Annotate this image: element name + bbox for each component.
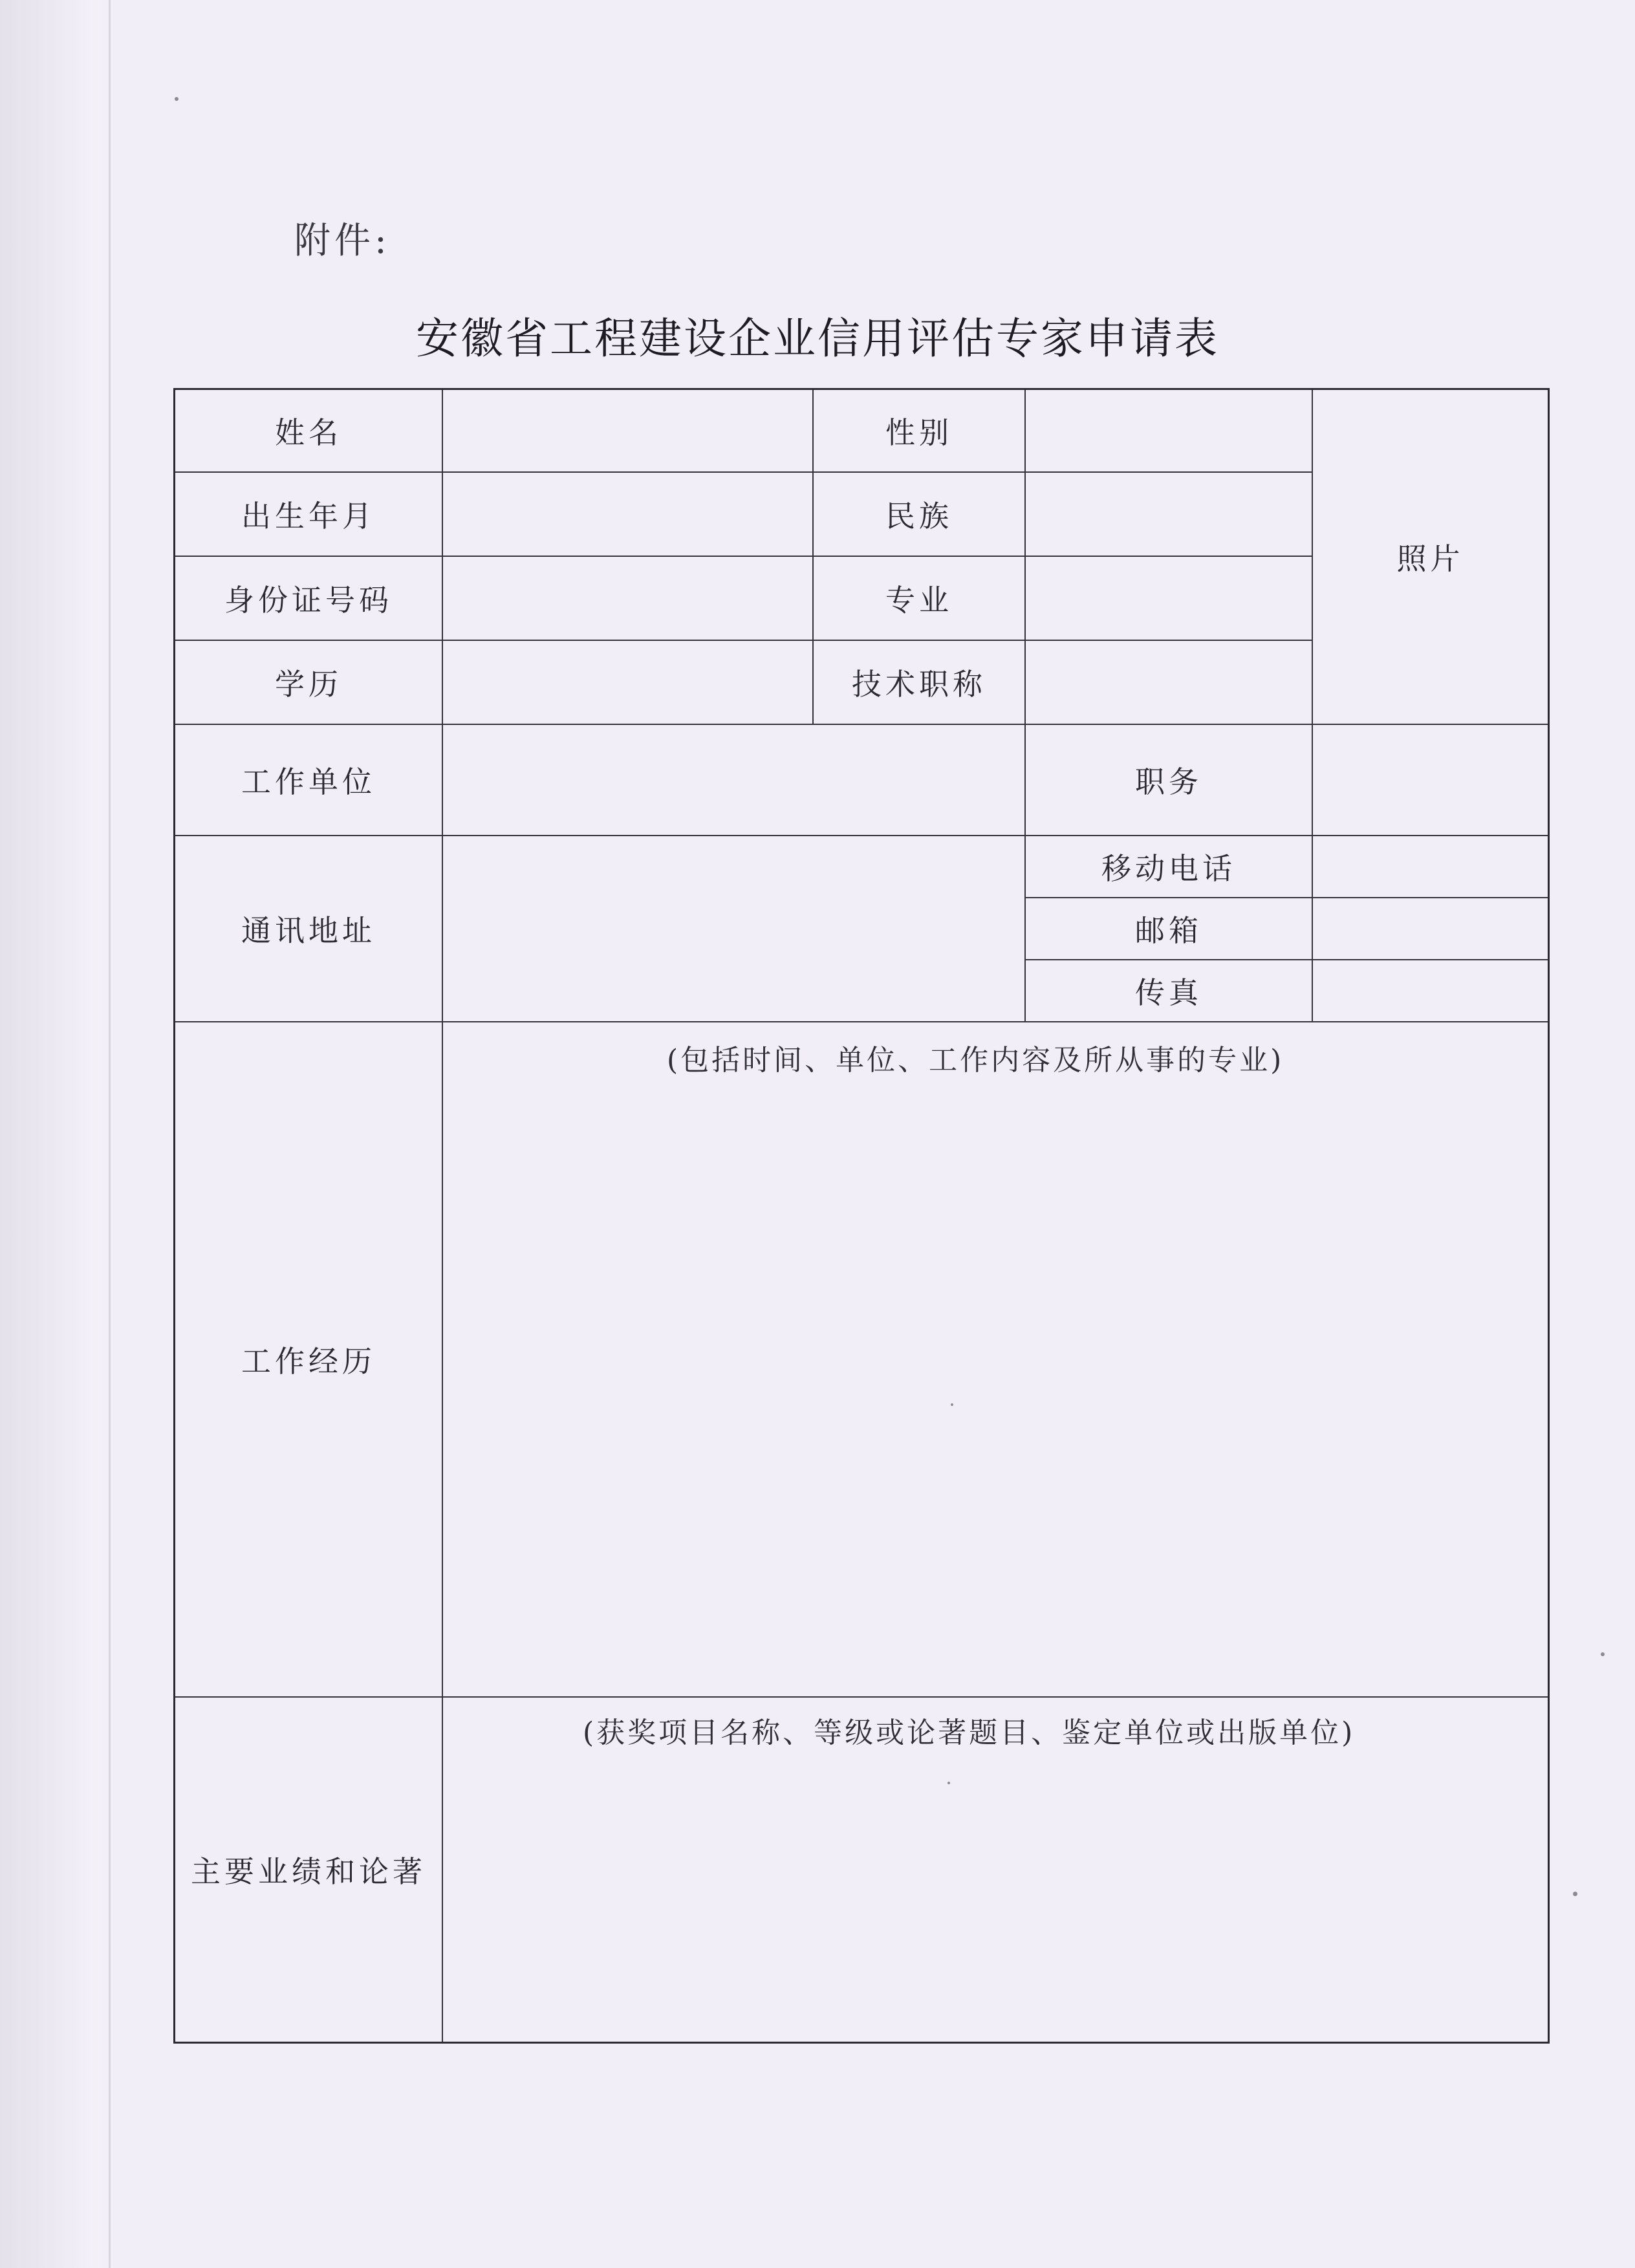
fax-field[interactable]	[1313, 960, 1548, 1021]
attachment-label: 附件:	[294, 220, 391, 262]
birth-date-label: 出生年月	[241, 499, 376, 534]
work-history-field[interactable]	[443, 1022, 1548, 1696]
birth-date-field[interactable]	[443, 473, 812, 556]
scan-speck	[947, 1782, 950, 1784]
employer-field[interactable]	[443, 725, 1024, 835]
achievements-label: 主要业绩和论著	[191, 1854, 426, 1889]
education-label: 学历	[275, 667, 342, 702]
scan-speck	[1601, 1652, 1605, 1656]
email-field[interactable]	[1313, 898, 1548, 959]
position-field[interactable]	[1313, 725, 1548, 835]
id-number-field[interactable]	[443, 557, 812, 640]
photo-area[interactable]	[1313, 390, 1548, 724]
achievements-hint: (获奖项目名称、等级或论著题目、鉴定单位或出版单位)	[583, 1716, 1356, 1749]
work-history-label: 工作经历	[241, 1344, 376, 1379]
ethnicity-field[interactable]	[1026, 473, 1312, 556]
name-label: 姓名	[275, 415, 342, 450]
gender-label: 性别	[885, 415, 953, 450]
name-field[interactable]	[443, 390, 812, 471]
scan-speck	[1573, 1892, 1577, 1896]
scan-speck	[175, 97, 179, 101]
address-label: 通讯地址	[241, 913, 376, 948]
scan-speck	[951, 1403, 953, 1406]
fax-label: 传真	[1135, 975, 1202, 1010]
gender-field[interactable]	[1026, 390, 1312, 471]
tech-title-label: 技术职称	[852, 667, 986, 702]
work-history-hint: (包括时间、单位、工作内容及所从事的专业)	[667, 1044, 1284, 1077]
id-number-label: 身份证号码	[224, 583, 393, 618]
position-label: 职务	[1135, 764, 1202, 799]
major-label: 专业	[885, 583, 953, 618]
mobile-field[interactable]	[1313, 836, 1548, 897]
address-field[interactable]	[443, 836, 1024, 1021]
ethnicity-label: 民族	[885, 499, 953, 534]
tech-title-field[interactable]	[1026, 641, 1312, 724]
education-field[interactable]	[443, 641, 812, 724]
major-field[interactable]	[1026, 557, 1312, 640]
application-form-table	[173, 388, 1550, 2044]
form-title: 安徽省工程建设企业信用评估专家申请表	[416, 314, 1219, 363]
photo-label: 照片	[1396, 541, 1464, 576]
email-label: 邮箱	[1135, 913, 1202, 948]
mobile-label: 移动电话	[1101, 851, 1236, 886]
employer-label: 工作单位	[241, 764, 376, 799]
